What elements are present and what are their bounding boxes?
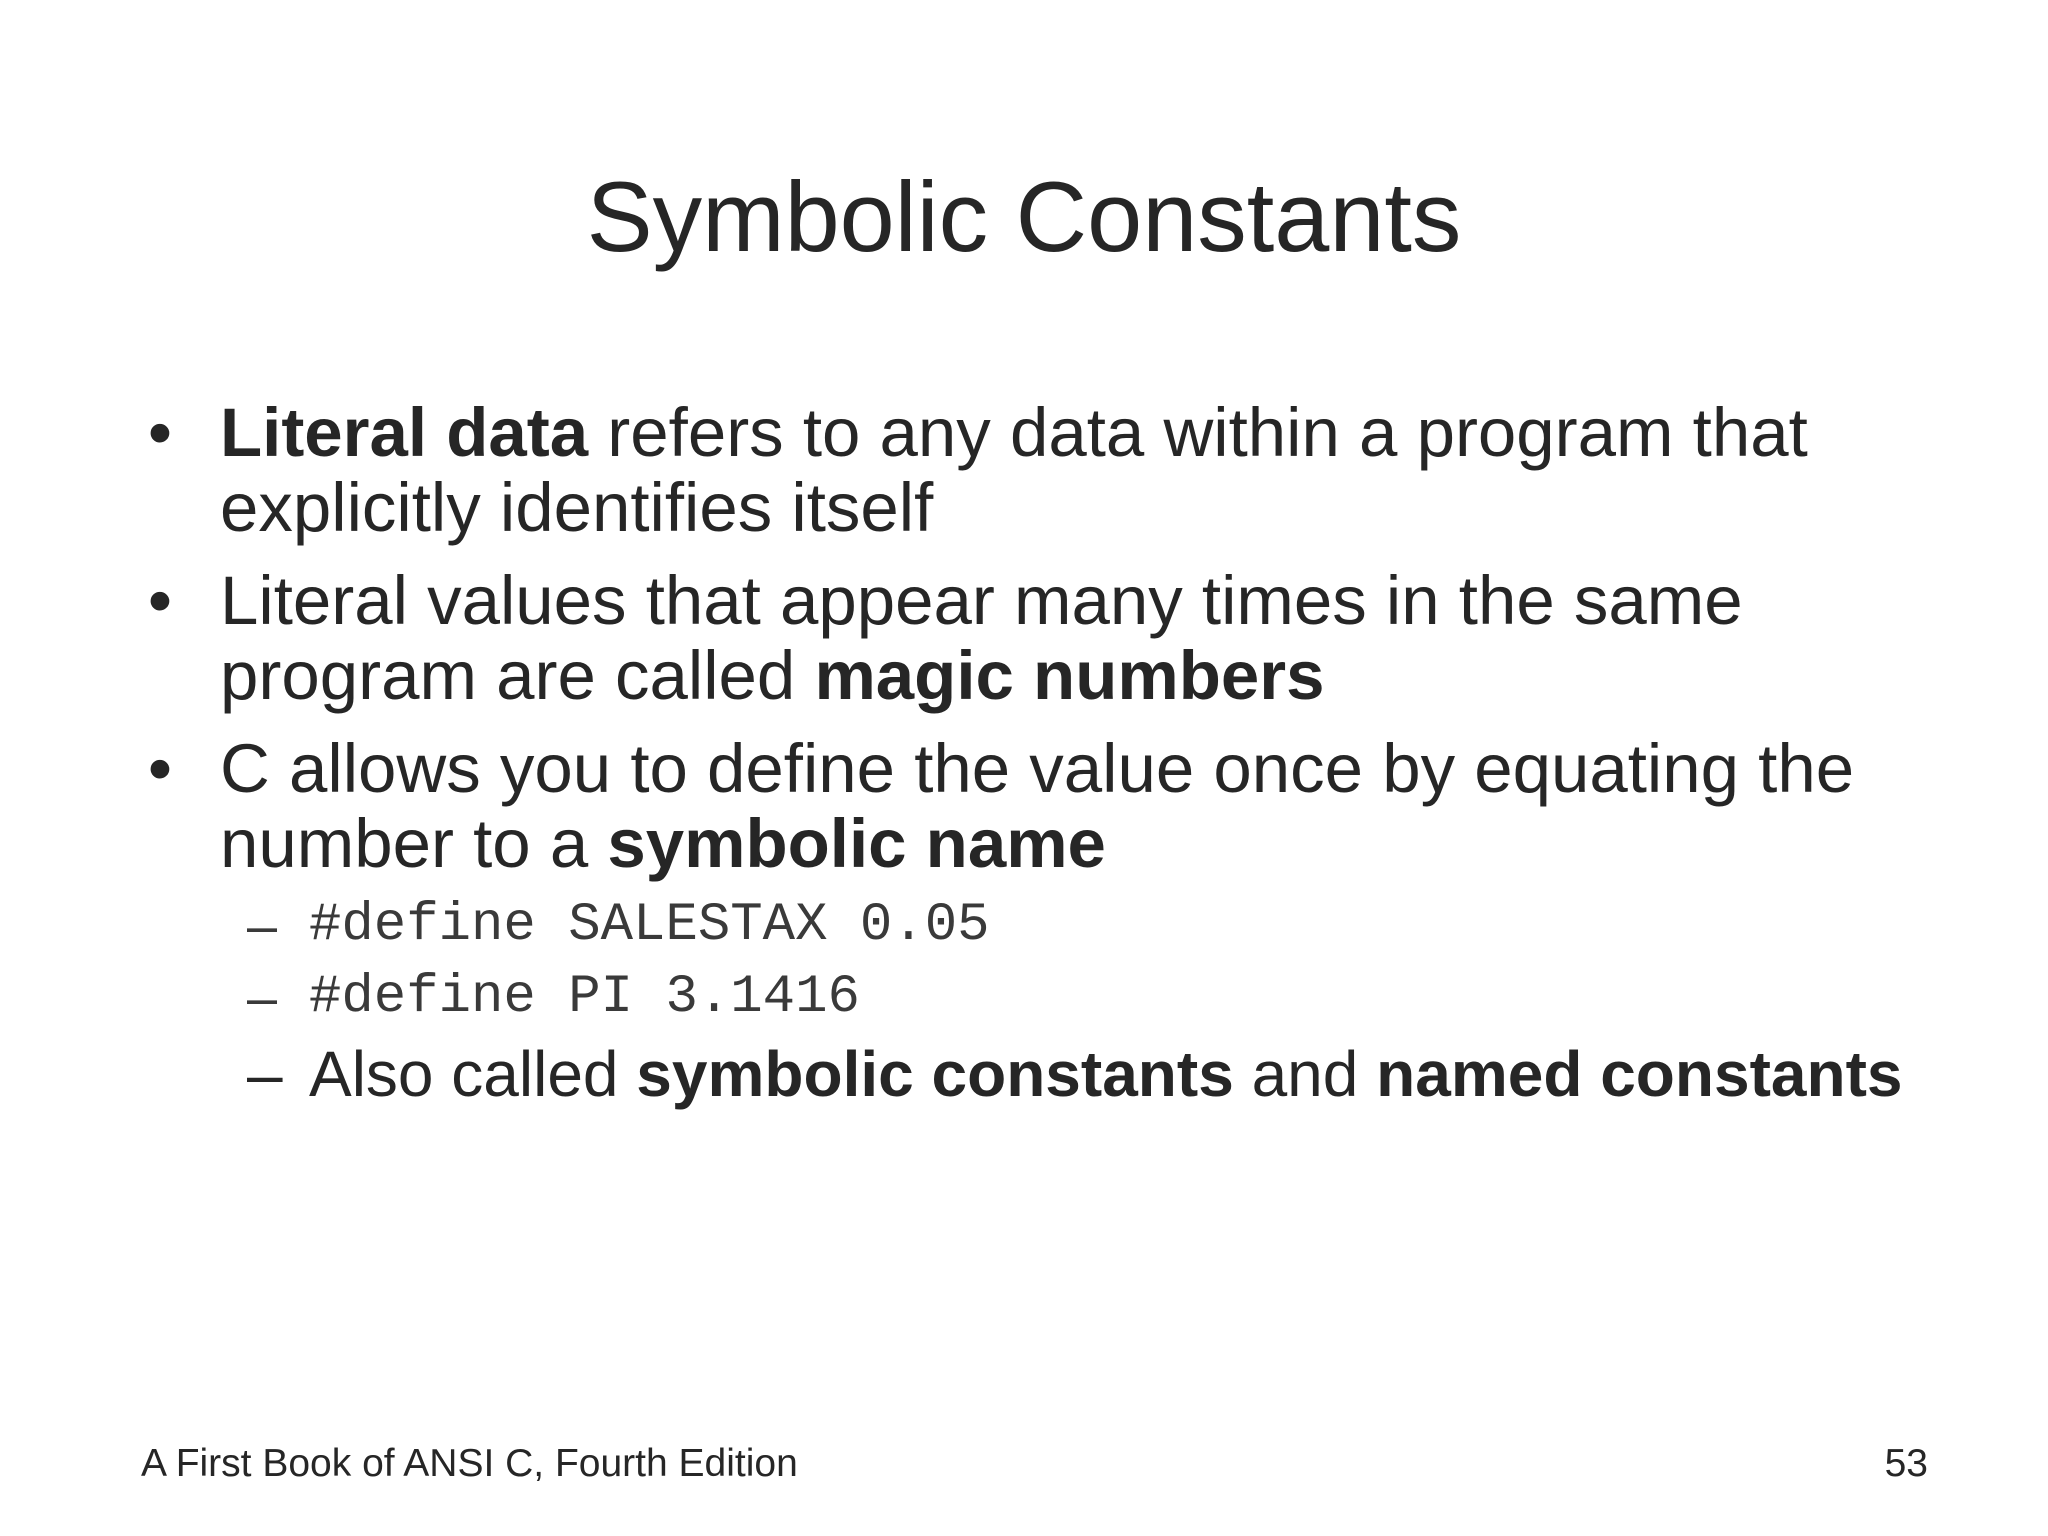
bullet-magic-numbers (140, 563, 1940, 713)
term-literal-data: Literal data (220, 394, 589, 471)
bullet-symbolic-name (140, 731, 1940, 1109)
code-example-salestax (220, 895, 1940, 957)
sub-text: Also called (309, 1038, 637, 1110)
bullet-literal-data (140, 395, 1940, 545)
code-line: #define SALESTAX 0.05 (309, 895, 990, 956)
term-symbolic-constants: symbolic constants (636, 1038, 1234, 1110)
bullet-text: C allows you to define the value once by equating the number to a (220, 730, 1855, 882)
dash-icon: – (247, 896, 278, 956)
code-example-pi (220, 967, 1940, 1029)
slide-title: Symbolic Constants (586, 161, 1462, 272)
sub-item-also-called (220, 1039, 1940, 1109)
bullet-text: refers to any data within a program that explicitly identifies itself (220, 394, 1808, 546)
sub-text: and (1233, 1038, 1377, 1110)
term-symbolic-name: symbolic name (607, 805, 1106, 882)
bullet-text: Literal values that appear many times in the same program are called (220, 562, 1743, 714)
term-magic-numbers: magic numbers (814, 637, 1325, 714)
bullet-icon: • (147, 730, 173, 807)
page-number: 53 (1884, 1442, 1928, 1485)
dash-icon: – (247, 968, 278, 1028)
sub-list (220, 895, 1940, 1109)
footer-book-title: A First Book of ANSI C, Fourth Edition (141, 1442, 798, 1485)
bullet-list (140, 395, 1940, 1127)
bullet-icon: • (147, 562, 173, 639)
bullet-icon: • (147, 394, 173, 471)
dash-icon: – (247, 1038, 283, 1110)
code-line: #define PI 3.1416 (309, 967, 860, 1028)
term-named-constants: named constants (1376, 1038, 1903, 1110)
